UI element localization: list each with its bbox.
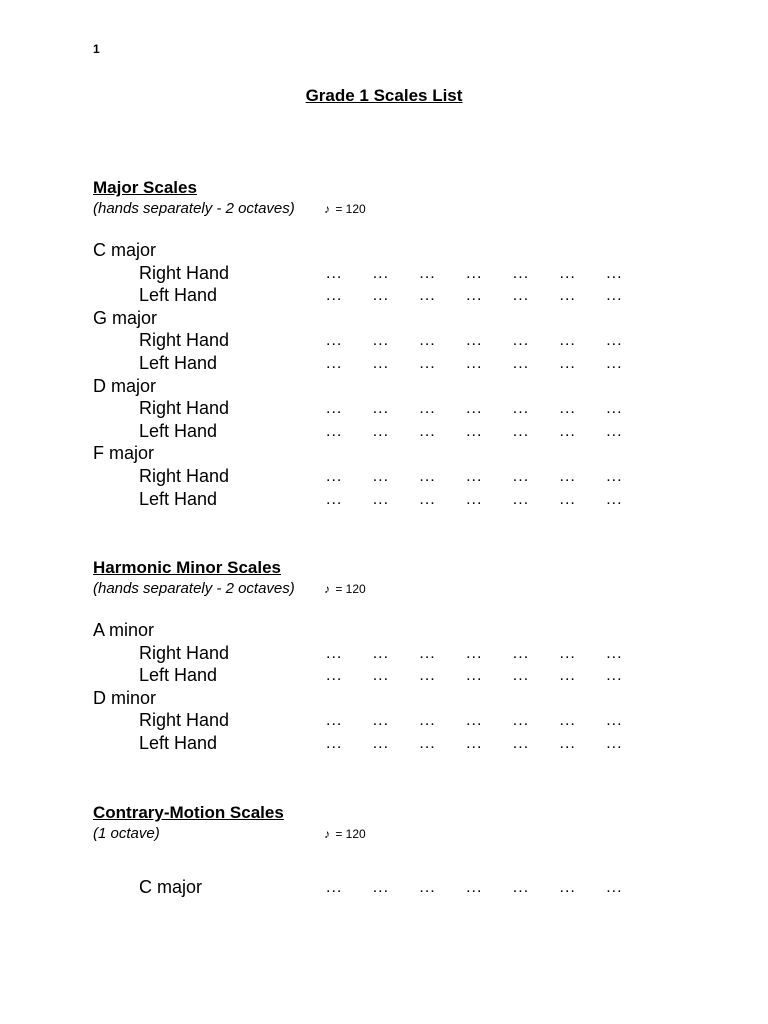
hand-label: Right Hand	[139, 710, 230, 731]
practice-tick-placeholder: ...	[606, 667, 623, 685]
practice-tick-placeholder: ...	[372, 712, 390, 730]
eighth-note-icon: ♪	[324, 202, 330, 216]
practice-row	[93, 352, 693, 375]
practice-tick-placeholder: ...	[606, 400, 623, 418]
practice-tick-placeholder: ...	[466, 734, 483, 752]
practice-tick-placeholder: ...	[419, 879, 436, 896]
practice-tick-placeholder: ...	[512, 422, 530, 440]
practice-tick-placeholder: ...	[419, 467, 436, 485]
practice-row	[93, 465, 693, 488]
section-contrary-motion-scales	[93, 802, 693, 899]
section-subtitle: (hands separately - 2 octaves)	[93, 200, 295, 217]
practice-tick-placeholder: ...	[512, 467, 530, 485]
hand-label: Right Hand	[139, 262, 230, 283]
scale-name: C major	[93, 240, 157, 260]
practice-tick-placeholder: ...	[372, 667, 390, 685]
practice-tick-placeholder: ...	[512, 734, 530, 752]
practice-tick-placeholder: ...	[419, 644, 436, 662]
practice-tick-placeholder: ...	[326, 287, 343, 305]
section-major-scales	[93, 177, 693, 510]
practice-tick-placeholder: ...	[419, 400, 436, 418]
practice-tick-placeholder: ...	[559, 467, 576, 485]
practice-tick-placeholder: ...	[326, 712, 343, 730]
scale-name: G major	[93, 307, 158, 328]
practice-row	[93, 709, 693, 732]
practice-tick-placeholder: ...	[372, 354, 390, 372]
practice-tick-placeholder: ...	[559, 354, 576, 372]
practice-tick-placeholder: ...	[372, 467, 390, 485]
practice-tick-placeholder: ...	[512, 879, 530, 896]
practice-tick-placeholder: ...	[512, 264, 530, 282]
practice-tick-placeholder: ...	[372, 879, 390, 896]
practice-tick-placeholder: ...	[466, 490, 483, 508]
practice-tick-placeholder: ...	[606, 467, 623, 485]
practice-tick-placeholder: ...	[606, 264, 623, 282]
practice-tick-placeholder: ...	[419, 490, 436, 508]
practice-tick-placeholder: ...	[326, 490, 343, 508]
eighth-note-icon: ♪	[324, 582, 330, 596]
practice-tick-placeholder: ...	[419, 712, 436, 730]
scale-name: D minor	[93, 687, 157, 708]
tempo-marking: ♪ = 120	[324, 827, 366, 841]
practice-tick-placeholder: ...	[419, 422, 436, 440]
practice-tick-placeholder: ...	[512, 332, 530, 350]
practice-tick-placeholder: ...	[606, 734, 623, 752]
practice-tick-placeholder: ...	[466, 467, 483, 485]
practice-tick-placeholder: ...	[512, 287, 530, 305]
hand-label: Right Hand	[139, 642, 230, 663]
practice-tick-placeholder: ...	[606, 490, 623, 508]
hand-label: Left Hand	[139, 420, 218, 441]
practice-tick-placeholder: ...	[419, 287, 436, 305]
practice-tick-placeholder: ...	[606, 354, 623, 372]
practice-tick-placeholder: ...	[606, 879, 623, 896]
practice-tick-placeholder: ...	[606, 287, 623, 305]
section-subtitle: (1 octave)	[93, 825, 160, 842]
scale-name: A minor	[93, 620, 155, 640]
practice-tick-placeholder: ...	[512, 490, 530, 508]
hand-label: Left Hand	[139, 732, 218, 753]
practice-row	[93, 732, 693, 755]
practice-tick-placeholder: ...	[559, 879, 576, 896]
practice-tick-placeholder: ...	[372, 287, 390, 305]
practice-tick-placeholder: ...	[419, 667, 436, 685]
scale-name: C major	[139, 877, 203, 897]
practice-tick-placeholder: ...	[326, 264, 343, 282]
practice-tick-placeholder: ...	[512, 667, 530, 685]
practice-tick-placeholder: ...	[419, 734, 436, 752]
practice-tick-placeholder: ...	[466, 422, 483, 440]
practice-tick-placeholder: ...	[419, 264, 436, 282]
scale-name: D major	[93, 375, 157, 396]
eighth-note-icon: ♪	[324, 827, 330, 841]
practice-row	[93, 488, 693, 511]
practice-row	[93, 876, 693, 899]
hand-label: Right Hand	[139, 465, 230, 486]
practice-tick-placeholder: ...	[372, 264, 390, 282]
practice-tick-placeholder: ...	[559, 332, 576, 350]
practice-tick-placeholder: ...	[559, 264, 576, 282]
practice-tick-placeholder: ...	[419, 332, 436, 350]
practice-tick-placeholder: ...	[372, 400, 390, 418]
practice-tick-placeholder: ...	[326, 667, 343, 685]
practice-tick-placeholder: ...	[466, 354, 483, 372]
practice-tick-placeholder: ...	[512, 354, 530, 372]
practice-tick-placeholder: ...	[559, 490, 576, 508]
practice-tick-placeholder: ...	[326, 422, 343, 440]
practice-tick-placeholder: ...	[559, 667, 576, 685]
practice-row	[93, 664, 693, 687]
practice-tick-placeholder: ...	[559, 644, 576, 662]
practice-tick-placeholder: ...	[466, 287, 483, 305]
practice-tick-placeholder: ...	[512, 400, 530, 418]
scale-name: F major	[93, 443, 155, 464]
section-heading: Contrary-Motion Scales	[93, 803, 284, 822]
section-subtitle: (hands separately - 2 octaves)	[93, 580, 295, 597]
practice-tick-placeholder: ...	[372, 644, 390, 662]
practice-tick-placeholder: ...	[326, 332, 343, 350]
practice-tick-placeholder: ...	[466, 400, 483, 418]
practice-tick-placeholder: ...	[606, 422, 623, 440]
practice-tick-placeholder: ...	[559, 400, 576, 418]
practice-tick-placeholder: ...	[559, 734, 576, 752]
practice-tick-placeholder: ...	[326, 354, 343, 372]
practice-tick-placeholder: ...	[606, 332, 623, 350]
hand-label: Left Hand	[139, 285, 218, 306]
practice-row	[93, 262, 693, 285]
hand-label: Left Hand	[139, 488, 218, 509]
practice-row	[93, 329, 693, 352]
practice-tick-placeholder: ...	[466, 264, 483, 282]
hand-label: Right Hand	[139, 398, 230, 419]
tempo-marking: ♪ = 120	[324, 582, 366, 596]
practice-tick-placeholder: ...	[326, 734, 343, 752]
practice-tick-placeholder: ...	[466, 712, 483, 730]
practice-tick-placeholder: ...	[372, 734, 390, 752]
section-heading: Harmonic Minor Scales	[93, 558, 282, 577]
hand-label: Right Hand	[139, 330, 230, 351]
practice-row	[93, 397, 693, 420]
practice-tick-placeholder: ...	[512, 644, 530, 662]
practice-tick-placeholder: ...	[466, 332, 483, 350]
practice-tick-placeholder: ...	[372, 332, 390, 350]
practice-tick-placeholder: ...	[466, 667, 483, 685]
practice-tick-placeholder: ...	[326, 644, 343, 662]
practice-tick-placeholder: ...	[559, 712, 576, 730]
practice-row	[93, 642, 693, 665]
practice-tick-placeholder: ...	[606, 644, 623, 662]
practice-tick-placeholder: ...	[559, 422, 576, 440]
practice-tick-placeholder: ...	[466, 879, 483, 896]
hand-label: Left Hand	[139, 665, 218, 686]
tempo-marking: ♪ = 120	[324, 202, 366, 216]
practice-tick-placeholder: ...	[512, 712, 530, 730]
practice-tick-placeholder: ...	[559, 287, 576, 305]
practice-tick-placeholder: ...	[372, 490, 390, 508]
practice-tick-placeholder: ...	[326, 400, 343, 418]
practice-tick-placeholder: ...	[372, 422, 390, 440]
practice-tick-placeholder: ...	[326, 467, 343, 485]
practice-tick-placeholder: ...	[326, 879, 343, 896]
practice-tick-placeholder: ...	[606, 712, 623, 730]
practice-row	[93, 420, 693, 443]
page-title: Grade 1 Scales List	[305, 86, 463, 105]
page-number: 1	[93, 42, 100, 56]
practice-tick-placeholder: ...	[419, 354, 436, 372]
section-harmonic-minor-scales	[93, 557, 693, 755]
section-heading: Major Scales	[93, 178, 197, 197]
practice-row	[93, 284, 693, 307]
hand-label: Left Hand	[139, 352, 218, 373]
practice-tick-placeholder: ...	[466, 644, 483, 662]
